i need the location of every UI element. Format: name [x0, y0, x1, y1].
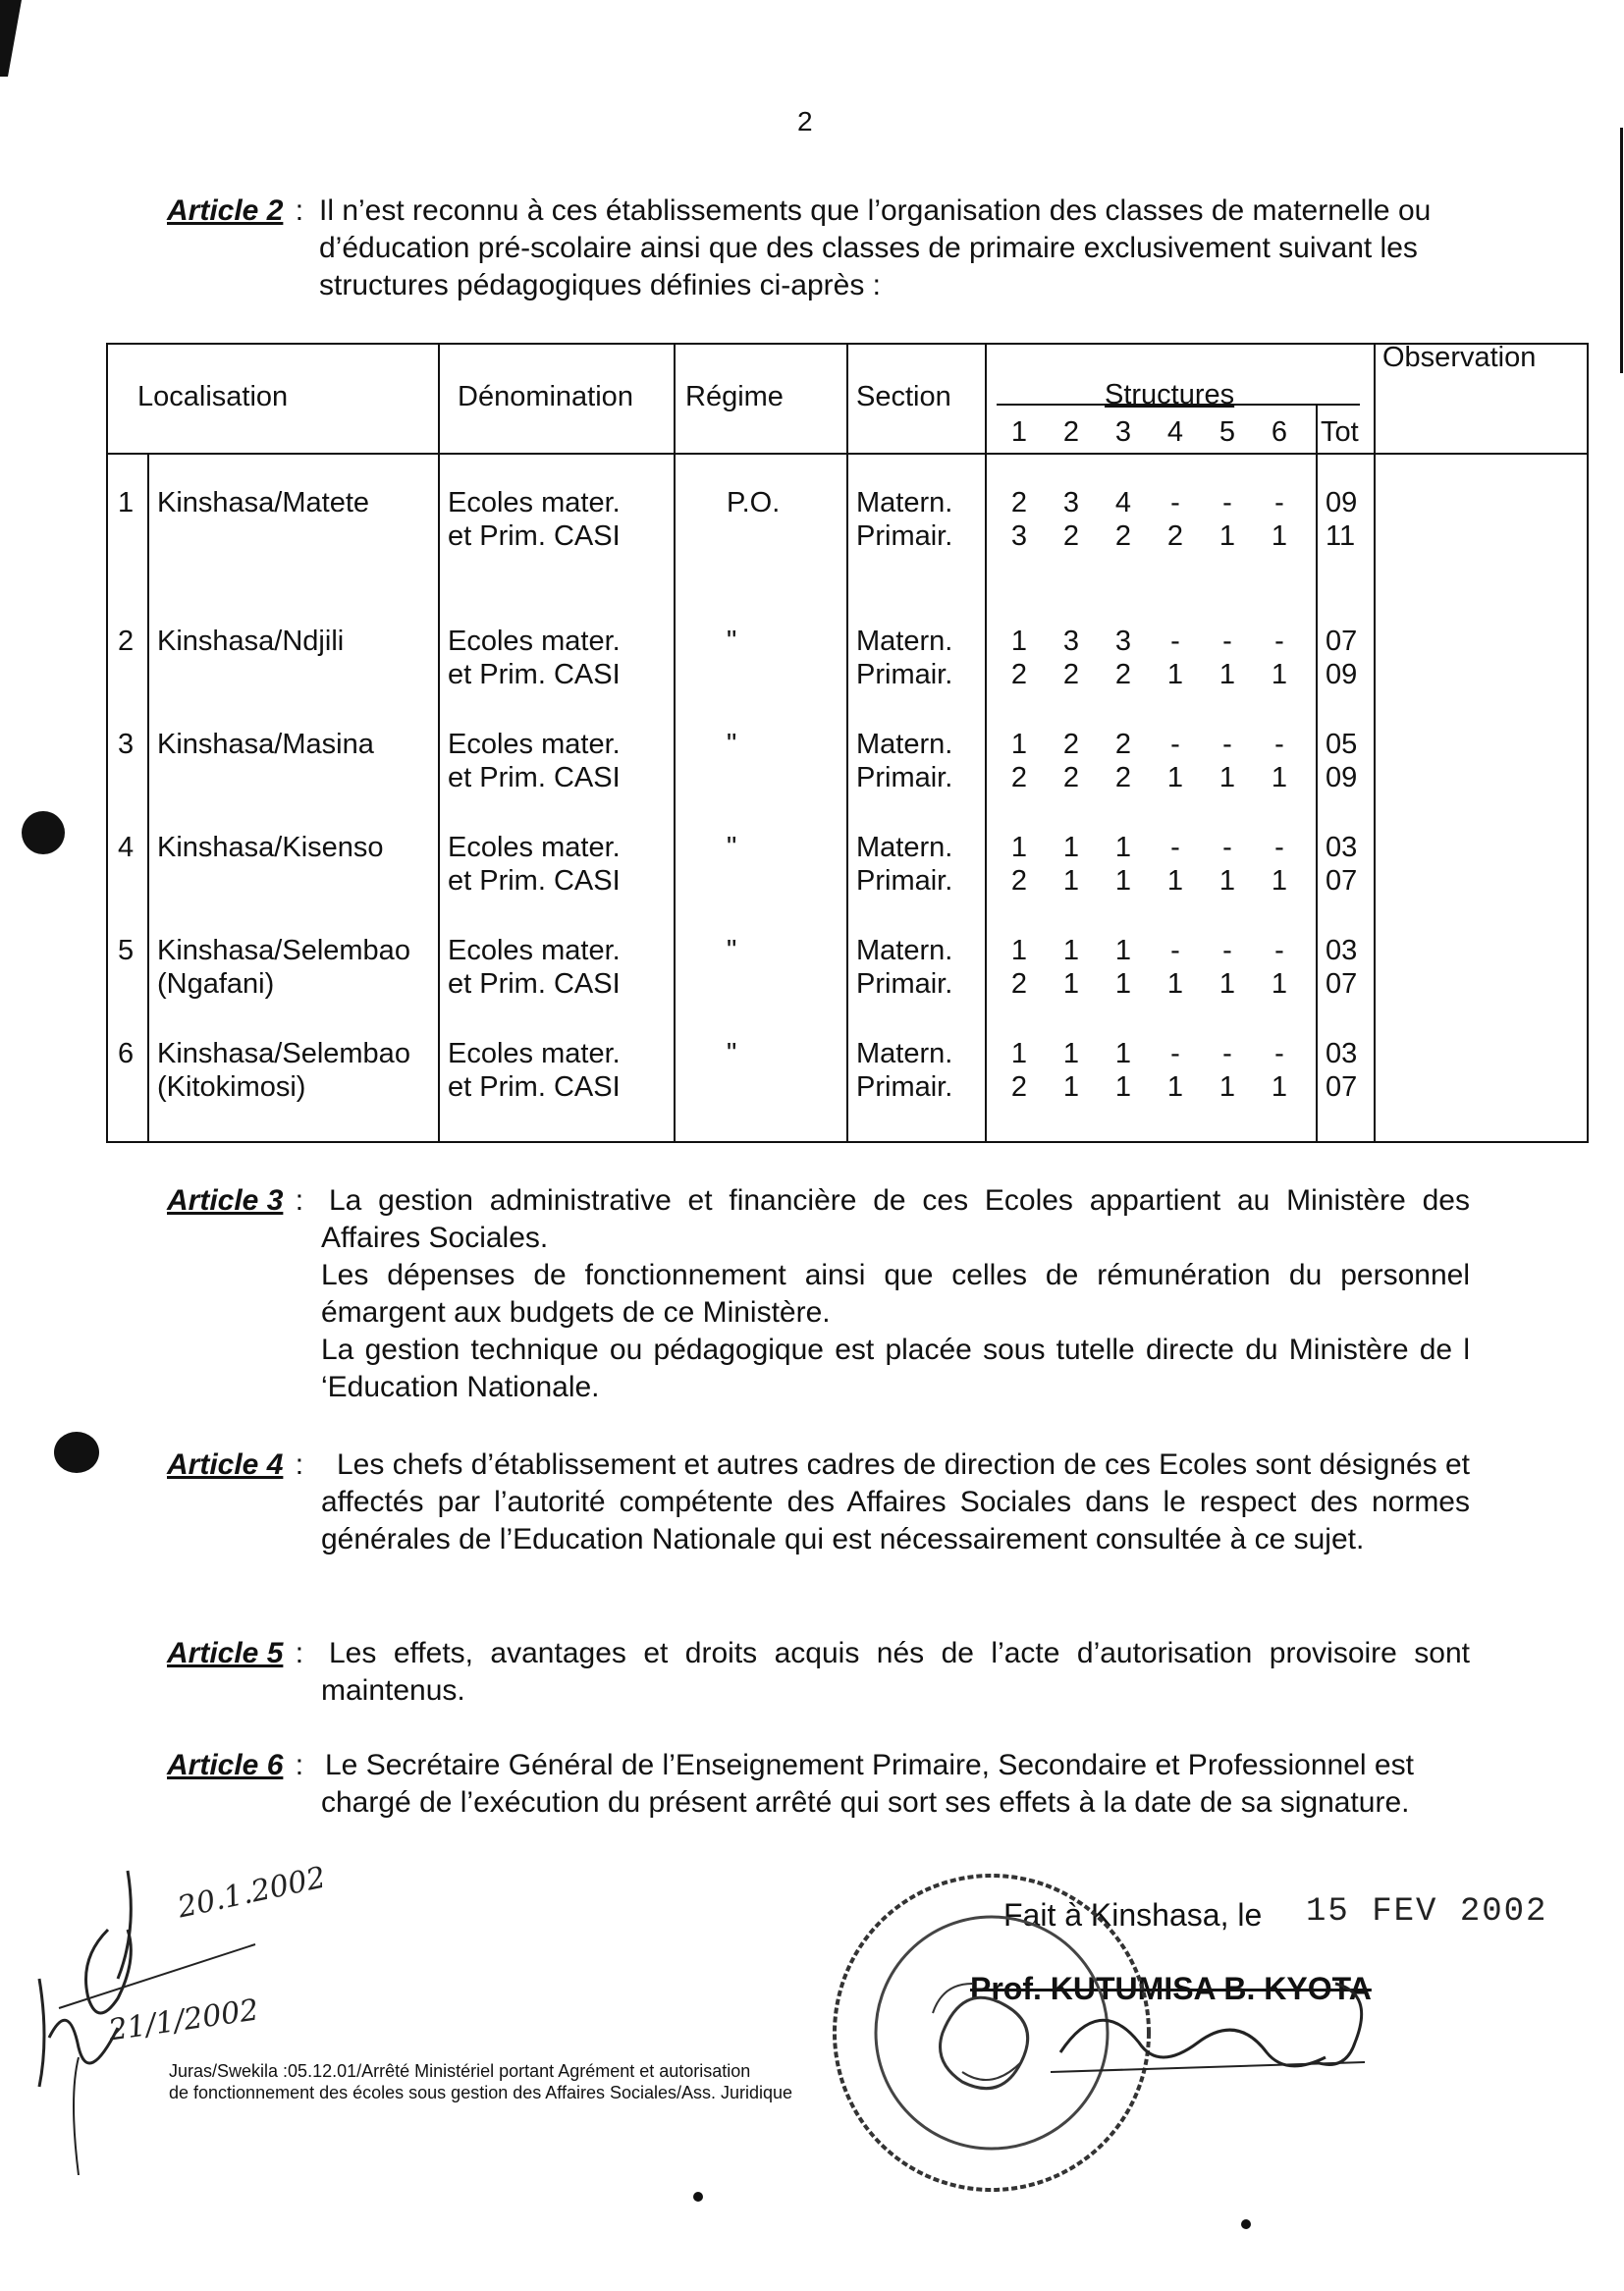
row-denomination-sub: et Prim. CASI: [448, 762, 621, 793]
row-total-matern: 09: [1326, 487, 1358, 518]
structure-value: 1: [1010, 1038, 1028, 1069]
structure-value: -: [1170, 935, 1180, 966]
structure-value: 1: [1166, 659, 1184, 690]
structure-value: 1: [1218, 968, 1236, 1000]
article-3-label: Article 3: [167, 1184, 284, 1217]
row-regime: ": [727, 729, 737, 760]
row-denomination: Ecoles mater.: [448, 832, 621, 863]
structure-value: -: [1170, 626, 1180, 657]
structure-value: 2: [1114, 659, 1132, 690]
handwritten-date-2: 21/1/2002: [106, 1992, 261, 2048]
header-structure-col: 5: [1218, 416, 1236, 448]
row-section-primair: Primair.: [856, 762, 953, 793]
row-total-matern: 07: [1326, 626, 1358, 657]
structure-value: 1: [1062, 1071, 1080, 1103]
structure-value: 2: [1010, 865, 1028, 897]
structure-value: 2: [1114, 520, 1132, 552]
structure-value: 1: [1271, 520, 1288, 552]
structure-value: 1: [1218, 762, 1236, 793]
row-denomination: Ecoles mater.: [448, 1038, 621, 1069]
structure-value: 1: [1010, 729, 1028, 760]
row-total-matern: 05: [1326, 729, 1358, 760]
header-section: Section: [856, 381, 951, 412]
header-structure-col: 6: [1271, 416, 1288, 448]
article-6-label: Article 6: [167, 1749, 284, 1781]
structure-value: -: [1222, 935, 1232, 966]
row-localisation-sub: (Ngafani): [157, 968, 275, 1000]
article-5-label: Article 5: [167, 1637, 284, 1669]
scan-dot: [1241, 2219, 1251, 2229]
structure-value: -: [1274, 729, 1284, 760]
header-localisation: Localisation: [137, 381, 289, 412]
handwritten-date-1: 20.1.2002: [175, 1860, 329, 1926]
structure-value: 1: [1114, 968, 1132, 1000]
row-total-matern: 03: [1326, 935, 1358, 966]
row-localisation-sub: (Kitokimosi): [157, 1071, 306, 1103]
header-observation: Observation: [1382, 342, 1537, 373]
structure-value: -: [1274, 487, 1284, 518]
article-3: Article 3 : La gestion administrative et financière de ces Ecoles appartient au Ministère des Affaires Sociales. Les dépenses de fonctionnement ainsi que celles de rémunération du personnel émargent aux budgets de ce Ministère. La gestion technique ou pédagogique est placée sous tutelle directe du Ministère de l ‘Education Nationale.: [167, 1182, 1473, 1220]
row-section-primair: Primair.: [856, 865, 953, 897]
row-total-primair: 11: [1326, 520, 1356, 552]
structure-value: 2: [1166, 520, 1184, 552]
structure-value: 1: [1010, 626, 1028, 657]
row-localisation: Kinshasa/Matete: [157, 487, 370, 518]
row-total-primair: 07: [1326, 968, 1358, 1000]
structure-value: 3: [1062, 487, 1080, 518]
structure-value: -: [1274, 1038, 1284, 1069]
row-localisation: Kinshasa/Selembao: [157, 1038, 410, 1069]
row-number: 1: [118, 487, 135, 518]
structure-value: 1: [1218, 659, 1236, 690]
row-denomination-sub: et Prim. CASI: [448, 865, 621, 897]
article-3-text: La gestion administrative et financière de ces Ecoles appartient au Ministère des Affaires Sociales. Les dépenses de fonctionnement ainsi que celles de rémunération du personnel émargent aux budgets de ce Ministère. La gestion technique ou pédagogique est placée sous tutelle directe du Ministère de l ‘Education Nationale.: [321, 1184, 1470, 1403]
structure-value: 1: [1010, 935, 1028, 966]
structure-value: 2: [1010, 659, 1028, 690]
row-total-primair: 09: [1326, 659, 1358, 690]
structure-value: 1: [1166, 865, 1184, 897]
article-2-label: Article 2: [167, 194, 284, 227]
row-section-primair: Primair.: [856, 968, 953, 1000]
article-5-text: Les effets, avantages et droits acquis nés de l’acte d’autorisation provisoire sont maintenus.: [321, 1637, 1470, 1707]
structure-value: 2: [1114, 729, 1132, 760]
structure-value: 1: [1271, 1071, 1288, 1103]
row-section-primair: Primair.: [856, 1071, 953, 1103]
structure-value: 1: [1114, 1071, 1132, 1103]
structure-value: -: [1222, 1038, 1232, 1069]
structure-value: -: [1170, 832, 1180, 863]
signatory-name: Prof. KUTUMISA B. KYOTA: [970, 1971, 1372, 2006]
row-localisation: Kinshasa/Selembao: [157, 935, 410, 966]
structure-value: 3: [1062, 626, 1080, 657]
structure-value: 1: [1271, 865, 1288, 897]
structure-value: 1: [1114, 832, 1132, 863]
page-number: 2: [797, 106, 813, 136]
structure-value: -: [1170, 729, 1180, 760]
row-regime: ": [727, 935, 737, 966]
row-denomination: Ecoles mater.: [448, 626, 621, 657]
article-4-text: Les chefs d’établissement et autres cadres de direction de ces Ecoles sont désignés et affectés par l’autorité compétente des Affaires Sociales dans le respect des normes générales de l’Education Nationale qui est nécessairement consultée à ce sujet.: [321, 1448, 1470, 1555]
structure-value: 1: [1166, 1071, 1184, 1103]
structure-value: -: [1222, 729, 1232, 760]
punch-hole-bottom: [54, 1432, 99, 1473]
structure-value: 1: [1114, 935, 1132, 966]
row-total-primair: 07: [1326, 1071, 1358, 1103]
place-date: Fait à Kinshasa, le: [1003, 1897, 1263, 1933]
row-localisation: Kinshasa/Masina: [157, 729, 374, 760]
article-6: Article 6 : Le Secrétaire Général de l’Enseignement Primaire, Secondaire et Professionnel est chargé de l’exécution du présent arrêté qui sort ses effets à la date de sa signature.: [167, 1747, 1473, 1784]
structure-value: -: [1222, 487, 1232, 518]
structure-value: 2: [1062, 520, 1080, 552]
header-structure-col: 3: [1114, 416, 1132, 448]
article-2-text: Il n’est reconnu à ces établissements que l’organisation des classes de maternelle ou d’éducation pré-scolaire ainsi que des classes de primaire exclusivement suivant les structures pédagogiques définies ci-après :: [319, 194, 1432, 301]
row-number: 3: [118, 729, 135, 760]
article-4-label: Article 4: [167, 1448, 284, 1481]
header-structure-col: 1: [1010, 416, 1028, 448]
structure-value: -: [1170, 1038, 1180, 1069]
row-denomination: Ecoles mater.: [448, 935, 621, 966]
structure-value: 1: [1166, 968, 1184, 1000]
structure-value: 1: [1218, 1071, 1236, 1103]
scan-edge-mark-right: [1620, 128, 1624, 373]
row-localisation: Kinshasa/Kisenso: [157, 832, 384, 863]
row-total-primair: 07: [1326, 865, 1358, 897]
structure-value: 1: [1271, 762, 1288, 793]
row-denomination-sub: et Prim. CASI: [448, 1071, 621, 1103]
structure-value: 1: [1271, 968, 1288, 1000]
row-total-matern: 03: [1326, 832, 1358, 863]
structures-table: [106, 343, 1589, 1143]
structure-value: -: [1274, 626, 1284, 657]
row-total-primair: 09: [1326, 762, 1358, 793]
header-tot: Tot: [1321, 416, 1359, 448]
row-section-matern: Matern.: [856, 729, 953, 760]
structure-value: -: [1274, 832, 1284, 863]
structure-value: 1: [1271, 659, 1288, 690]
structure-value: 4: [1114, 487, 1132, 518]
structure-value: 2: [1062, 659, 1080, 690]
row-regime: P.O.: [727, 487, 781, 518]
row-denomination-sub: et Prim. CASI: [448, 520, 621, 552]
row-section-matern: Matern.: [856, 1038, 953, 1069]
row-number: 2: [118, 626, 135, 657]
structure-value: 3: [1010, 520, 1028, 552]
header-regime: Régime: [685, 381, 784, 412]
row-total-matern: 03: [1326, 1038, 1358, 1069]
structure-value: 2: [1114, 762, 1132, 793]
row-denomination-sub: et Prim. CASI: [448, 968, 621, 1000]
structure-value: 1: [1114, 1038, 1132, 1069]
structure-value: 1: [1166, 762, 1184, 793]
structure-value: 1: [1062, 865, 1080, 897]
scan-dot: [693, 2192, 703, 2202]
scan-edge-mark: [0, 0, 29, 79]
row-regime: ": [727, 832, 737, 863]
header-structure-col: 4: [1166, 416, 1184, 448]
row-number: 6: [118, 1038, 135, 1069]
row-regime: ": [727, 1038, 737, 1069]
structure-value: -: [1222, 626, 1232, 657]
structure-value: 1: [1062, 832, 1080, 863]
row-localisation: Kinshasa/Ndjili: [157, 626, 345, 657]
row-section-matern: Matern.: [856, 487, 953, 518]
structure-value: 2: [1010, 1071, 1028, 1103]
structure-value: 2: [1010, 968, 1028, 1000]
header-denomination: Dénomination: [458, 381, 633, 412]
header-structures: Structures: [1105, 379, 1235, 410]
article-6-text: Le Secrétaire Général de l’Enseignement Primaire, Secondaire et Professionnel est chargé de l’exécution du présent arrêté qui sort ses effets à la date de sa signature.: [321, 1749, 1414, 1819]
structure-value: 2: [1010, 487, 1028, 518]
structure-value: 1: [1218, 520, 1236, 552]
row-denomination: Ecoles mater.: [448, 729, 621, 760]
row-section-matern: Matern.: [856, 832, 953, 863]
structure-value: 1: [1062, 968, 1080, 1000]
structure-value: 1: [1062, 935, 1080, 966]
row-number: 5: [118, 935, 135, 966]
structure-value: 1: [1062, 1038, 1080, 1069]
structure-value: 1: [1114, 865, 1132, 897]
article-5: Article 5 : Les effets, avantages et droits acquis nés de l’acte d’autorisation provisoire sont maintenus.: [167, 1635, 1473, 1672]
structure-value: 3: [1114, 626, 1132, 657]
structure-value: -: [1170, 487, 1180, 518]
row-number: 4: [118, 832, 135, 863]
row-regime: ": [727, 626, 737, 657]
signature-scribble: [1041, 1964, 1394, 2092]
row-denomination-sub: et Prim. CASI: [448, 659, 621, 690]
row-section-primair: Primair.: [856, 659, 953, 690]
structure-value: 1: [1010, 832, 1028, 863]
structure-value: -: [1274, 935, 1284, 966]
row-section-matern: Matern.: [856, 626, 953, 657]
structure-value: 2: [1010, 762, 1028, 793]
date-stamp: 15 FEV 2002: [1306, 1893, 1548, 1931]
article-4: Article 4 : Les chefs d’établissement et autres cadres de direction de ces Ecoles sont désignés et affectés par l’autorité compétente des Affaires Sociales dans le respect des normes générales de l’Education Nationale qui est nécessairement consultée à ce sujet.: [167, 1446, 1473, 1484]
structure-value: 1: [1218, 865, 1236, 897]
footer-reference: Juras/Swekila :05.12.01/Arrêté Ministériel portant Agrément et autorisation de fonctionnement des écoles sous gestion des Affaires Sociales/Ass. Juridique: [169, 2061, 793, 2102]
row-denomination: Ecoles mater.: [448, 487, 621, 518]
structure-value: 2: [1062, 729, 1080, 760]
header-structure-col: 2: [1062, 416, 1080, 448]
row-section-primair: Primair.: [856, 520, 953, 552]
article-2: Article 2 : Il n’est reconnu à ces établissements que l’organisation des classes de maternelle ou d’éducation pré-scolaire ainsi que des classes de primaire exclusivement suivant les structures pédagogiques définies ci-après :: [167, 192, 1473, 230]
structure-value: -: [1222, 832, 1232, 863]
punch-hole-top: [22, 811, 65, 854]
structure-value: 2: [1062, 762, 1080, 793]
row-section-matern: Matern.: [856, 935, 953, 966]
